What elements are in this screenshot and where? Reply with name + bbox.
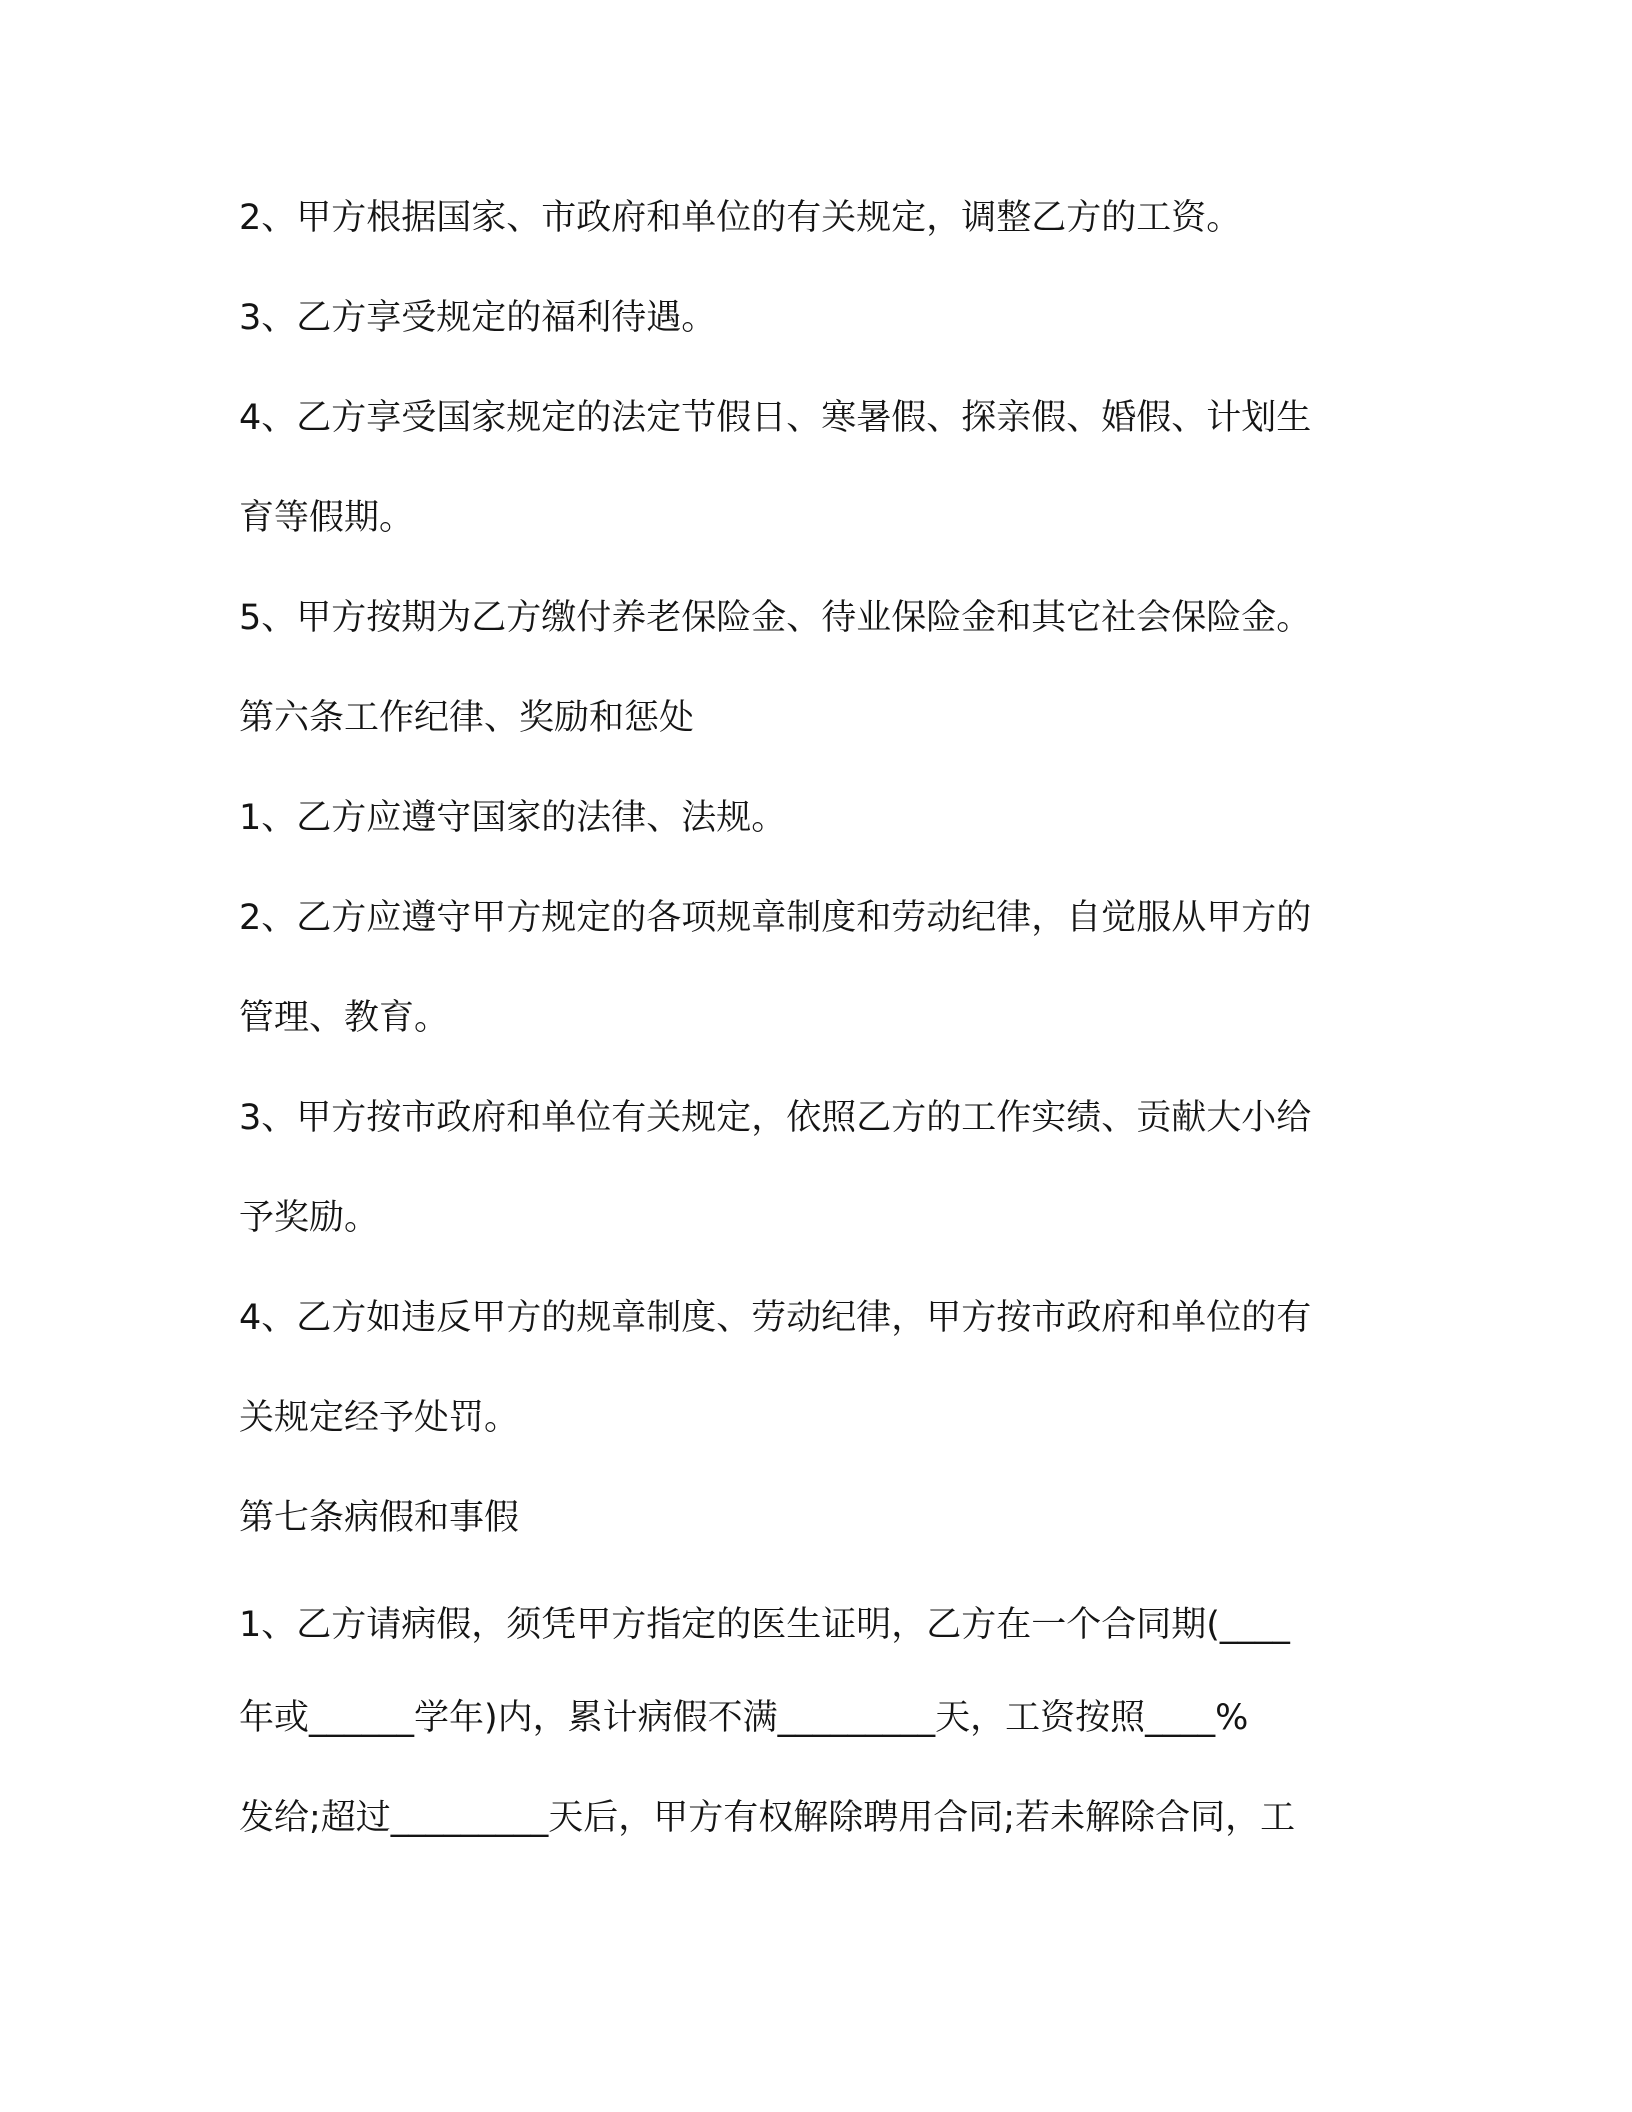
clause-5-item-2: 2、甲方根据国家、市政府和单位的有关规定，调整乙方的工资。 xyxy=(239,198,1242,238)
clause-6-item-1: 1、乙方应遵守国家的法律、法规。 xyxy=(239,798,787,838)
clause-7-item-1-line-3: 发给;超过_________天后，甲方有权解除聘用合同;若未解除合同，工 xyxy=(239,1798,1296,1838)
clause-6-item-2-line-2: 管理、教育。 xyxy=(239,998,450,1038)
clause-5-item-4-line-1: 4、乙方享受国家规定的法定节假日、寒暑假、探亲假、婚假、计划生 xyxy=(239,398,1312,438)
clause-7-item-1-line-1: 1、乙方请病假，须凭甲方指定的医生证明，乙方在一个合同期(____ xyxy=(239,1605,1290,1645)
clause-6-heading: 第六条工作纪律、奖励和惩处 xyxy=(239,698,695,738)
clause-7-item-1-line-2: 年或______学年)内，累计病假不满_________天，工资按照____% xyxy=(239,1698,1249,1738)
clause-6-item-2-line-1: 2、乙方应遵守甲方规定的各项规章制度和劳动纪律，自觉服从甲方的 xyxy=(239,898,1312,938)
clause-5-item-5: 5、甲方按期为乙方缴付养老保险金、待业保险金和其它社会保险金。 xyxy=(239,598,1312,638)
clause-5-item-4-line-2: 育等假期。 xyxy=(239,498,415,538)
clause-5-item-3: 3、乙方享受规定的福利待遇。 xyxy=(239,298,717,338)
clause-7-heading: 第七条病假和事假 xyxy=(239,1498,520,1538)
clause-6-item-4-line-2: 关规定经予处罚。 xyxy=(239,1398,520,1438)
clause-6-item-4-line-1: 4、乙方如违反甲方的规章制度、劳动纪律，甲方按市政府和单位的有 xyxy=(239,1298,1312,1338)
clause-6-item-3-line-2: 予奖励。 xyxy=(239,1198,380,1238)
clause-6-item-3-line-1: 3、甲方按市政府和单位有关规定，依照乙方的工作实绩、贡献大小给 xyxy=(239,1098,1312,1138)
